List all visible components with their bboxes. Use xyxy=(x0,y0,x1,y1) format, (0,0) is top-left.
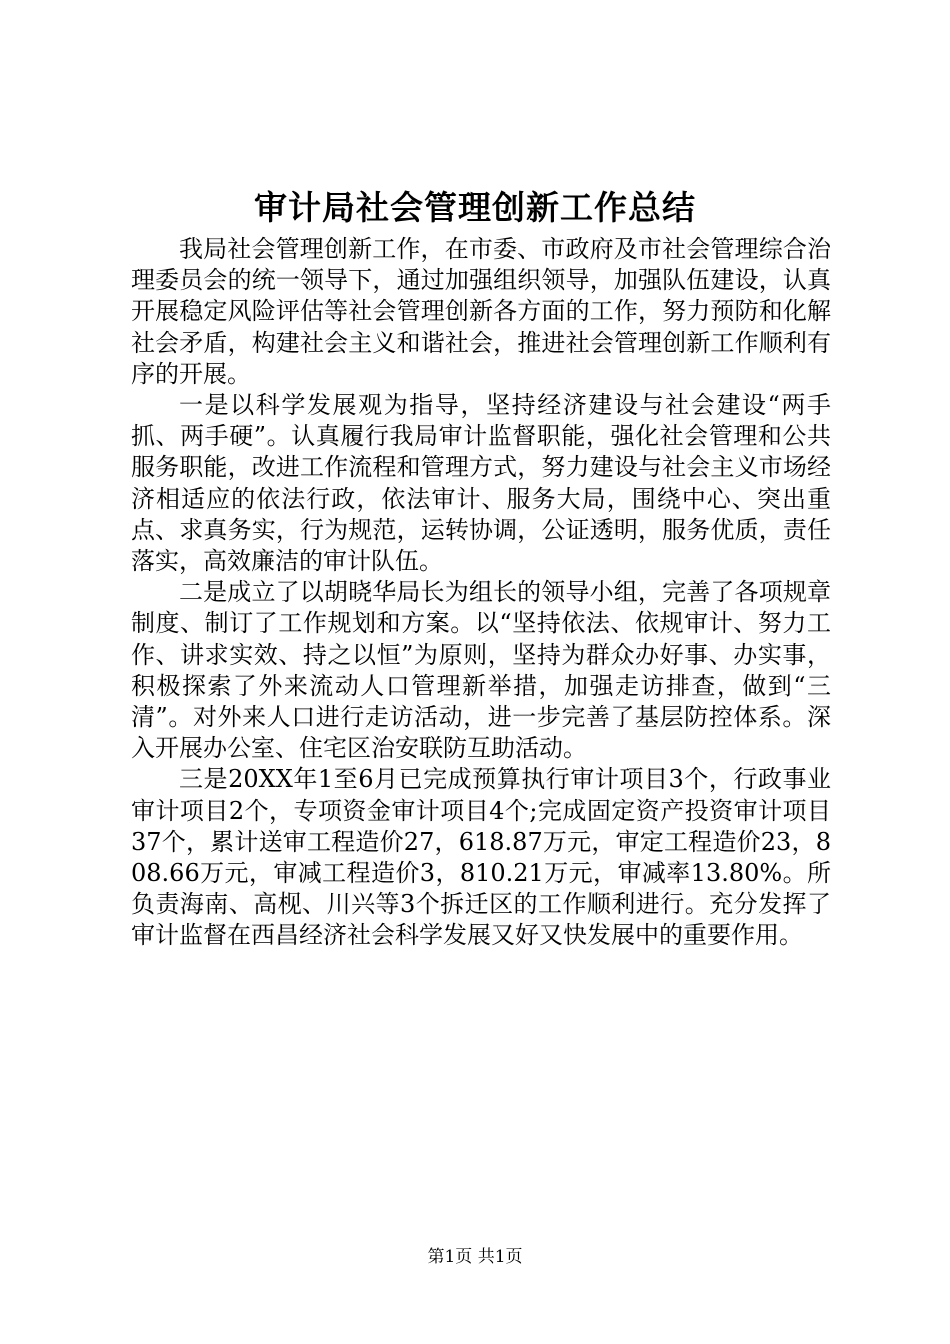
paragraph-three: 三是20XX年1至6月已完成预算执行审计项目3个，行政事业审计项目2个，专项资金审计项目4个;完成固定资产投资审计项目37个，累计送审工程造价27，618.87万元，审定工程造价23，808.66万元，审减工程造价3，810.21万元，审减率13.80%。所负责海南、高枧、川兴等3个拆迁区的工作顺利进行。充分发挥了审计监督在西昌经济社会科学发展又好又快发展中的重要作用。 xyxy=(131,765,831,950)
paragraph-intro: 我局社会管理创新工作，在市委、市政府及市社会管理综合治理委员会的统一领导下，通过加强组织领导，加强队伍建设，认真开展稳定风险评估等社会管理创新各方面的工作，努力预防和化解社会矛盾，构建社会主义和谐社会，推进社会管理创新工作顺利有序的开展。 xyxy=(131,235,831,388)
document-title: 审计局社会管理创新工作总结 xyxy=(254,188,696,227)
page-number-footer: 第1页 共1页 xyxy=(427,1247,523,1267)
paragraph-one: 一是以科学发展观为指导，坚持经济建设与社会建设“两手抓、两手硬”。认真履行我局审计监督职能，强化社会管理和公共服务职能，改进工作流程和管理方式，努力建设与社会主义市场经济相适应的依法行政，依法审计、服务大局，围绕中心、突出重点、求真务实，行为规范，运转协调，公证透明，服务优质，责任落实，高效廉洁的审计队伍。 xyxy=(131,391,831,576)
paragraph-two: 二是成立了以胡晓华局长为组长的领导小组，完善了各项规章制度、制订了工作规划和方案。以“坚持依法、依规审计、努力工作、讲求实效、持之以恒”为原则，坚持为群众办好事、办实事，积极探索了外来流动人口管理新举措，加强走访排查，做到“三清”。对外来人口进行走访活动，进一步完善了基层防控体系。深入开展办公室、住宅区治安联防互助活动。 xyxy=(131,578,831,763)
document-body xyxy=(131,234,831,952)
